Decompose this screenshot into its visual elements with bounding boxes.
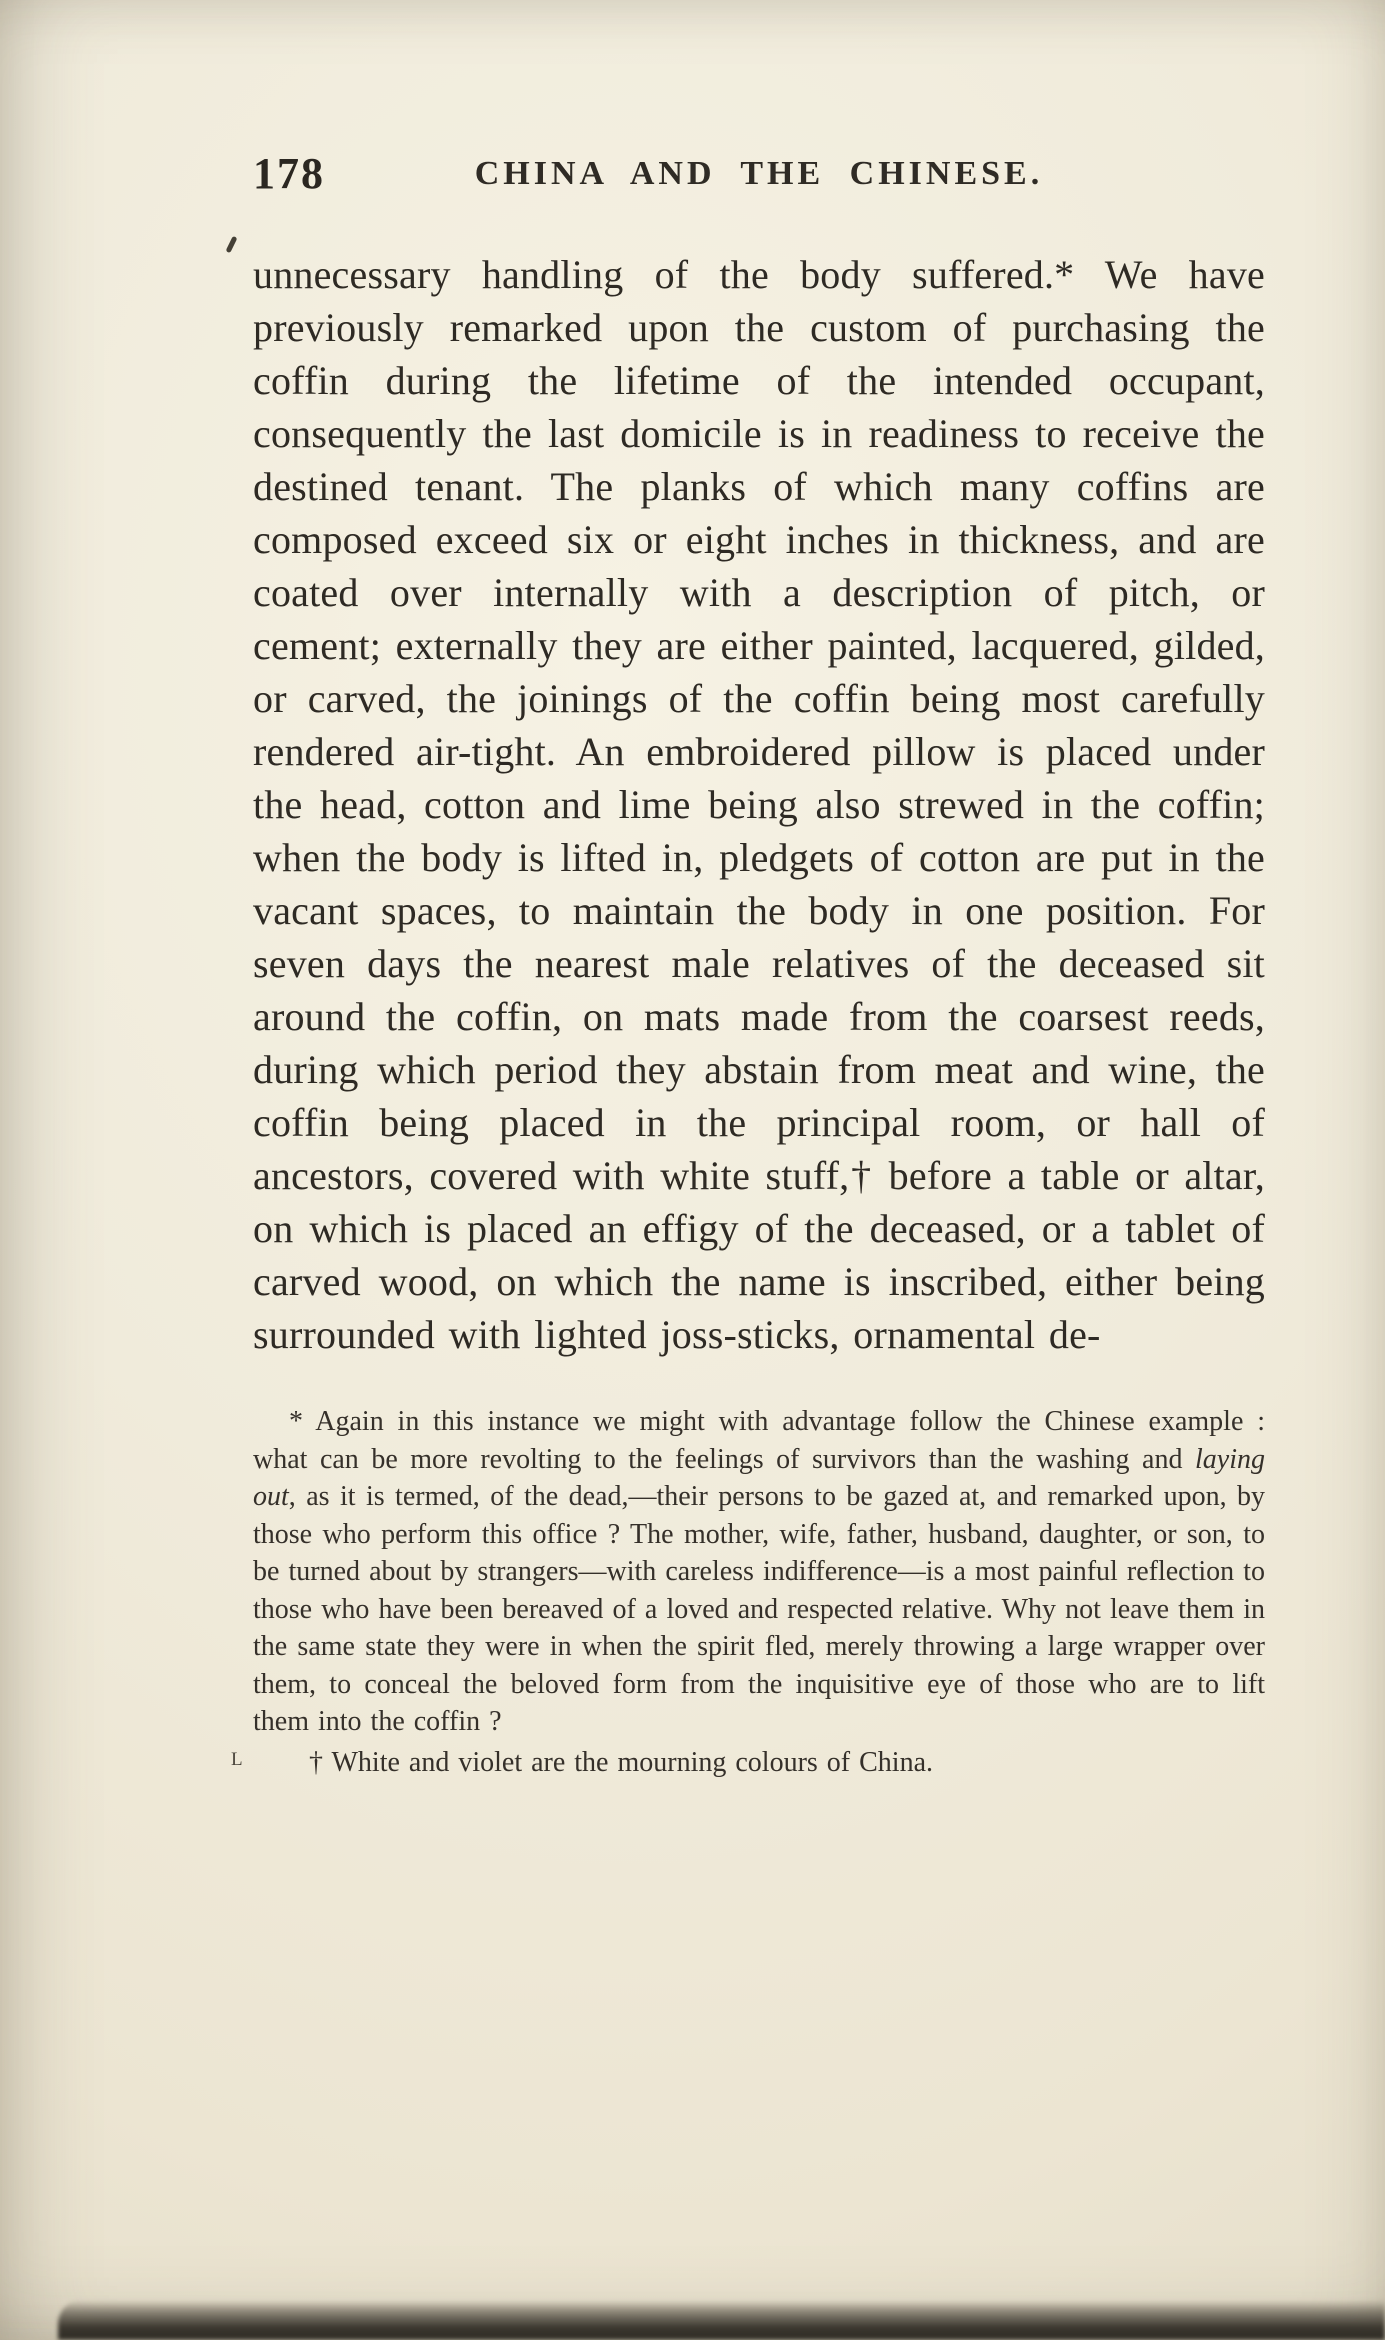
body-paragraph xyxy=(253,248,1265,1361)
running-header-title: CHINA AND THE CHINESE. xyxy=(474,155,1044,192)
page-content xyxy=(231,148,1265,1781)
footnote-asterisk-text-start: * Again in this instance we might with advantage follow the Chinese example : what can be more revolting to the feelings of survivors than the washing and xyxy=(253,1406,1265,1475)
footnote-asterisk-text-end: , as it is termed, of the dead,—their persons to be gazed at, and remarked upon, by those who perform this office ? The mother, wife, father, husband, daughter, or son, to be turned about by strangers—with careless indifference—is a most painful reflection to those who have been bereaved of a loved and respected relative. Why not leave them in the same state they were in when the spirit fled, merely throwing a large wrapper over them, to conceal the beloved form from the inquisitive eye of those who are to lift them into the coffin ? xyxy=(253,1481,1265,1737)
footnote-dagger xyxy=(231,1744,1265,1782)
footnotes-section xyxy=(231,1403,1265,1781)
page-number: 178 xyxy=(253,149,325,198)
footnote-asterisk-italic-phrase: laying out xyxy=(253,1443,1265,1512)
footnote-dagger-text: † White and violet are the mourning colours of China. xyxy=(309,1746,934,1778)
scan-bottom-gutter-shadow xyxy=(58,2300,1385,2340)
page-header xyxy=(253,148,1265,220)
body-paragraph-text: unnecessary handling of the body suffered.* We have previously remarked upon the custom of purchasing the coffin during the lifetime of the intended occupant, consequently the last domicile is in readiness to receive the destined tenant. The planks of which many coffins are composed exceed six or eight inches in thickness, and are coated over internally with a description of pitch, or cement; externally they are either painted, lacquered, gilded, or carved, the joinings of the coffin being most carefully rendered air-tight. An embroidered pillow is placed under the head, cotton and lime being also strewed in the coffin; when the body is lifted in, pledgets of cotton are put in the vacant spaces, to maintain the body in one position. For seven days the nearest male relatives of the deceased sit around the coffin, on mats made from the coarsest reeds, during which period they abstain from meat and wine, the coffin being placed in the principal room, or hall of ancestors, covered with white stuff,† before a table or altar, on which is placed an effigy of the deceased, or a tablet of carved wood, on which the name is inscribed, either being surrounded with lighted joss-sticks, ornamental de- xyxy=(253,252,1265,1357)
printer-signature-mark: L xyxy=(231,1748,243,1770)
footnote-asterisk xyxy=(253,1403,1265,1741)
